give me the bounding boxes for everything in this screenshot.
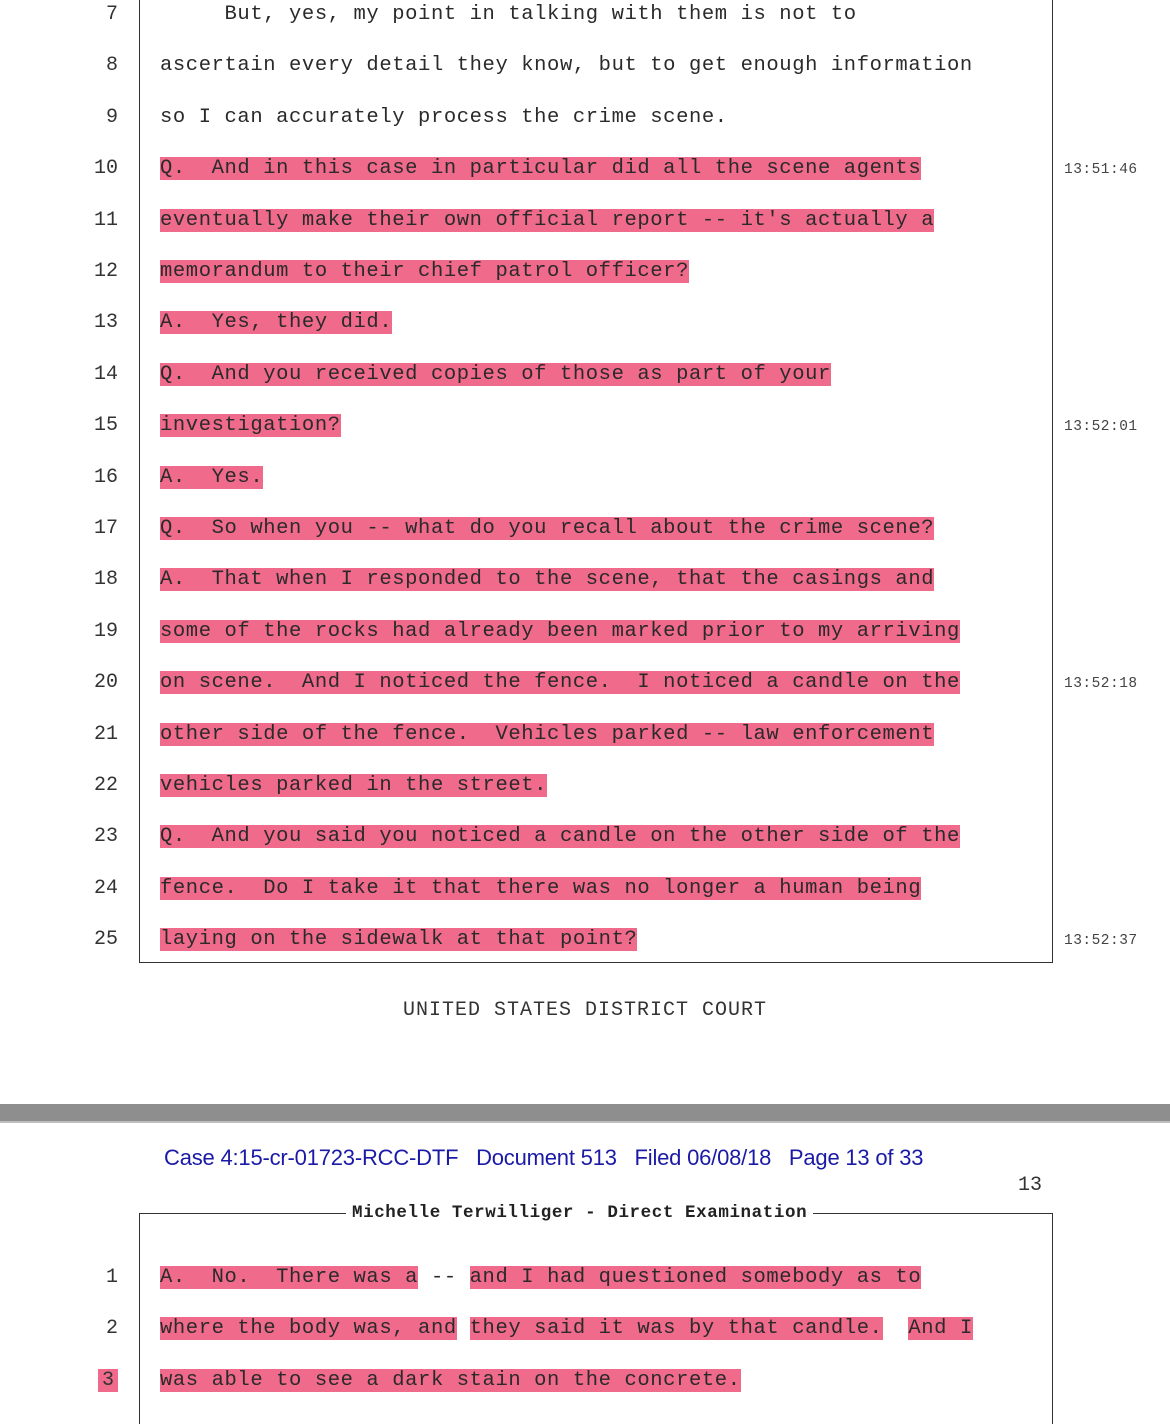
line-text xyxy=(160,1265,921,1291)
transcript-line xyxy=(0,47,1170,87)
line-text xyxy=(160,156,921,182)
witness-title: Michelle Terwilliger - Direct Examination xyxy=(346,1201,813,1225)
line-text xyxy=(160,876,921,902)
transcript-line xyxy=(0,407,1170,447)
line-text xyxy=(160,722,934,748)
line-number-text: 11 xyxy=(93,208,118,232)
line-number xyxy=(80,362,118,388)
line-number xyxy=(80,1368,118,1394)
filed-date: Filed 06/08/18 xyxy=(634,1145,772,1170)
court-footer: UNITED STATES DISTRICT COURT xyxy=(402,999,768,1022)
text-segment: -- xyxy=(418,1266,470,1289)
highlighted-text: eventually make their own official report -- it's actually a xyxy=(160,208,935,232)
line-number xyxy=(80,1265,118,1291)
document-number: Document 513 xyxy=(476,1145,617,1170)
line-number-text: 1 xyxy=(105,1266,118,1289)
line-number-text: 8 xyxy=(105,54,118,78)
highlighted-text: vehicles parked in the street. xyxy=(160,774,548,797)
line-number xyxy=(80,516,118,542)
transcript-line xyxy=(0,356,1170,396)
line-text xyxy=(160,670,960,696)
highlighted-text: A. No. There was a xyxy=(160,1266,419,1289)
highlighted-text: and I had questioned somebody as to xyxy=(469,1266,922,1289)
transcript-line xyxy=(0,1259,1170,1299)
line-number-text: 2 xyxy=(105,1317,118,1341)
line-number-text: 10 xyxy=(93,157,118,181)
line-text xyxy=(160,310,392,336)
text-segment: But, yes, my point in talking with them is not to xyxy=(160,3,857,26)
line-number-text: 22 xyxy=(93,774,118,797)
transcript-line xyxy=(0,870,1170,910)
transcript-line xyxy=(0,99,1170,139)
transcript-line xyxy=(0,253,1170,293)
highlighted-text: on scene. And I noticed the fence. I noticed a candle on the xyxy=(160,671,960,695)
line-text xyxy=(160,1316,973,1342)
line-number-text: 12 xyxy=(93,260,118,283)
line-number-text: 21 xyxy=(93,722,118,746)
highlighted-text: other side of the fence. Vehicles parked -- law enforcement xyxy=(160,722,935,746)
text-segment xyxy=(457,1317,470,1340)
transcript-line xyxy=(0,921,1170,961)
line-text xyxy=(160,1368,741,1394)
transcript-line xyxy=(0,664,1170,704)
timestamp: 13:52:37 xyxy=(1064,933,1138,950)
highlighted-text: memorandum to their chief patrol officer? xyxy=(160,260,689,283)
highlighted-text: A. That when I responded to the scene, that the casings and xyxy=(160,568,935,592)
line-number-text: 19 xyxy=(93,619,118,643)
line-text xyxy=(160,567,934,593)
highlighted-text: some of the rocks had already been marked prior to my arriving xyxy=(160,619,960,643)
line-text xyxy=(160,824,960,850)
line-text xyxy=(160,53,973,79)
highlighted-text: Q. And in this case in particular did all the scene agents xyxy=(160,157,922,181)
transcript-line xyxy=(0,202,1170,242)
page-count: Page 13 of 33 xyxy=(788,1145,924,1170)
transcript-line xyxy=(0,561,1170,601)
line-text xyxy=(160,927,637,953)
line-number xyxy=(80,413,118,439)
timestamp: 13:51:46 xyxy=(1064,162,1138,179)
line-text xyxy=(160,208,934,234)
line-number xyxy=(80,927,118,953)
line-number-text: 14 xyxy=(93,362,118,386)
timestamp: 13:52:18 xyxy=(1064,676,1138,693)
line-number xyxy=(80,567,118,593)
transcript-line xyxy=(0,613,1170,653)
text-segment: so I can accurately process the crime scene. xyxy=(160,105,728,129)
case-header[interactable] xyxy=(164,1145,923,1171)
highlighted-text: fence. Do I take it that there was no longer a human being xyxy=(160,876,922,900)
transcript-line xyxy=(0,716,1170,756)
line-number xyxy=(80,156,118,182)
line-number xyxy=(80,722,118,748)
transcript-line xyxy=(0,767,1170,807)
transcript-line xyxy=(0,304,1170,344)
line-number-text: 16 xyxy=(93,465,118,489)
highlighted-text: where the body was, and xyxy=(160,1317,457,1341)
highlighted-text: laying on the sidewalk at that point? xyxy=(160,928,638,952)
line-number-text: 9 xyxy=(105,105,118,129)
highlighted-text: Q. And you received copies of those as part of your xyxy=(160,362,831,386)
line-number xyxy=(80,824,118,850)
line-number xyxy=(80,465,118,491)
highlighted-text: investigation? xyxy=(160,414,341,438)
timestamp: 13:52:01 xyxy=(1064,419,1138,436)
line-number-text: 7 xyxy=(105,3,118,26)
line-number xyxy=(80,208,118,234)
transcript-line xyxy=(0,459,1170,499)
line-text xyxy=(160,619,960,645)
line-text xyxy=(160,773,547,799)
highlighted-text: Q. And you said you noticed a candle on the other side of the xyxy=(160,825,960,849)
line-text xyxy=(160,465,263,491)
line-number xyxy=(80,670,118,696)
highlighted-text: A. Yes. xyxy=(160,465,264,489)
line-number-text: 25 xyxy=(93,928,118,952)
line-number-text: 23 xyxy=(93,825,118,849)
page-number: 13 xyxy=(1018,1174,1043,1197)
line-number xyxy=(80,310,118,336)
line-number-text: 3 xyxy=(98,1369,118,1392)
highlighted-text: was able to see a dark stain on the concrete. xyxy=(160,1368,741,1392)
text-segment: ascertain every detail they know, but to get enough information xyxy=(160,54,973,78)
line-number xyxy=(80,1316,118,1342)
line-text xyxy=(160,413,341,439)
line-number-text: 15 xyxy=(93,414,118,438)
transcript-line xyxy=(0,150,1170,190)
line-number-text: 18 xyxy=(93,568,118,592)
highlighted-text: Q. So when you -- what do you recall about the crime scene? xyxy=(160,517,935,540)
transcript-line xyxy=(0,1310,1170,1350)
line-number-text: 13 xyxy=(93,311,118,335)
highlighted-text: they said it was by that candle. xyxy=(469,1317,883,1341)
line-text xyxy=(160,362,831,388)
line-text xyxy=(160,105,728,131)
transcript-line xyxy=(0,818,1170,858)
transcript-line xyxy=(0,1362,1170,1402)
line-number xyxy=(80,773,118,799)
line-text xyxy=(160,2,857,28)
highlighted-text: And I xyxy=(908,1317,973,1341)
line-number xyxy=(80,876,118,902)
line-number-text: 20 xyxy=(93,671,118,695)
line-number-text: 24 xyxy=(93,876,118,900)
transcript-line xyxy=(0,510,1170,550)
line-number xyxy=(80,619,118,645)
highlighted-text: A. Yes, they did. xyxy=(160,311,393,335)
line-number xyxy=(80,53,118,79)
transcript-line xyxy=(0,0,1170,36)
text-segment xyxy=(883,1317,909,1340)
line-number xyxy=(80,2,118,28)
line-number-text: 17 xyxy=(93,517,118,540)
case-number: Case 4:15-cr-01723-RCC-DTF xyxy=(164,1145,459,1170)
line-text xyxy=(160,516,934,542)
line-number xyxy=(80,105,118,131)
page-divider xyxy=(0,1104,1170,1123)
line-number xyxy=(80,259,118,285)
line-text xyxy=(160,259,689,285)
